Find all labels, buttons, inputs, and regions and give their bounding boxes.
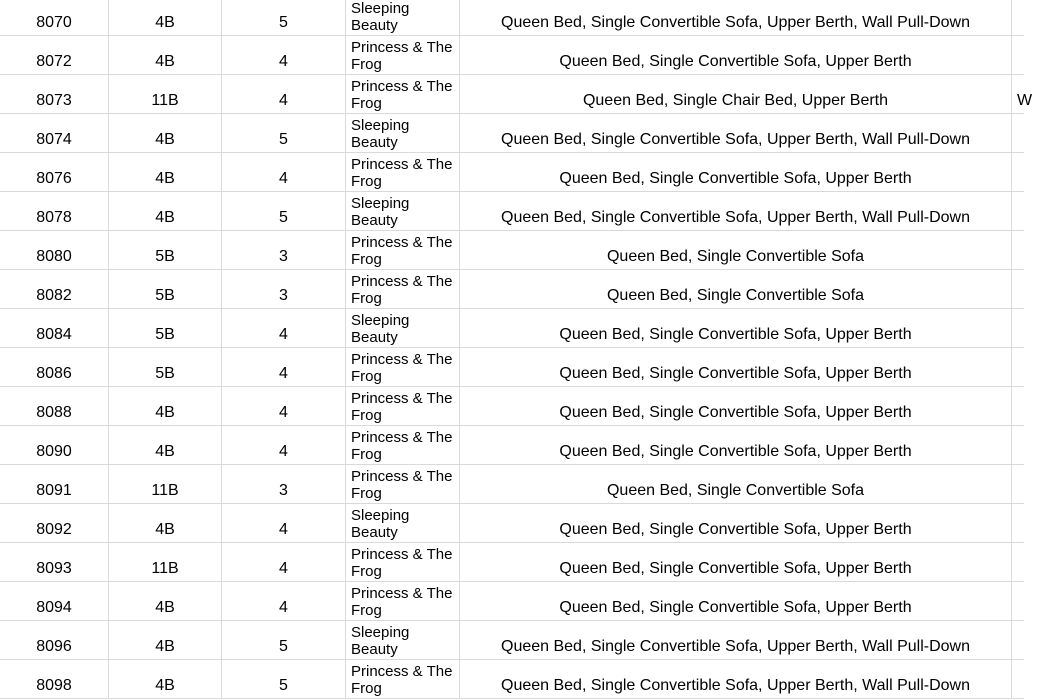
bed-configuration-cell[interactable]: Queen Bed, Single Convertible Sofa, Upper Berth bbox=[460, 426, 1012, 465]
table-row bbox=[0, 660, 1024, 699]
occupancy-cell[interactable]: 3 bbox=[222, 465, 346, 504]
room-number-cell[interactable]: 8070 bbox=[0, 0, 109, 36]
overflow-cell[interactable] bbox=[1012, 114, 1052, 153]
occupancy-cell[interactable]: 5 bbox=[222, 0, 346, 36]
room-number-cell[interactable]: 8093 bbox=[0, 543, 109, 582]
category-cell[interactable]: 11B bbox=[109, 465, 222, 504]
bed-configuration-cell[interactable]: Queen Bed, Single Convertible Sofa, Upper Berth bbox=[460, 36, 1012, 75]
overflow-cell[interactable] bbox=[1012, 582, 1052, 621]
bed-configuration-cell[interactable]: Queen Bed, Single Convertible Sofa, Upper Berth bbox=[460, 543, 1012, 582]
bed-configuration-cell[interactable]: Queen Bed, Single Convertible Sofa, Upper Berth bbox=[460, 582, 1012, 621]
occupancy-cell[interactable]: 4 bbox=[222, 36, 346, 75]
table-row bbox=[0, 387, 1024, 426]
table-row bbox=[0, 465, 1024, 504]
room-number-cell[interactable]: 8082 bbox=[0, 270, 109, 309]
bed-configuration-cell[interactable]: Queen Bed, Single Convertible Sofa, Upper Berth bbox=[460, 153, 1012, 192]
table-row bbox=[0, 36, 1024, 75]
theme-cell[interactable]: Princess & The Frog bbox=[346, 153, 460, 192]
room-number-cell[interactable]: 8088 bbox=[0, 387, 109, 426]
bed-configuration-cell[interactable]: Queen Bed, Single Convertible Sofa, Upper Berth, Wall Pull-Down bbox=[460, 621, 1012, 660]
category-cell[interactable]: 5B bbox=[109, 231, 222, 270]
table-row bbox=[0, 153, 1024, 192]
occupancy-cell[interactable]: 4 bbox=[222, 504, 346, 543]
room-number-cell[interactable]: 8084 bbox=[0, 309, 109, 348]
theme-cell[interactable]: Princess & The Frog bbox=[346, 660, 460, 699]
category-cell[interactable]: 4B bbox=[109, 582, 222, 621]
room-number-cell[interactable]: 8073 bbox=[0, 75, 109, 114]
table-row bbox=[0, 114, 1024, 153]
occupancy-cell[interactable]: 4 bbox=[222, 543, 346, 582]
occupancy-cell[interactable]: 5 bbox=[222, 621, 346, 660]
overflow-cell[interactable] bbox=[1012, 153, 1052, 192]
bed-configuration-cell[interactable]: Queen Bed, Single Convertible Sofa, Upper Berth, Wall Pull-Down bbox=[460, 0, 1012, 36]
category-cell[interactable]: 4B bbox=[109, 36, 222, 75]
room-number-cell[interactable]: 8072 bbox=[0, 36, 109, 75]
bed-configuration-cell[interactable]: Queen Bed, Single Convertible Sofa, Upper Berth bbox=[460, 387, 1012, 426]
bed-configuration-cell[interactable]: Queen Bed, Single Convertible Sofa bbox=[460, 231, 1012, 270]
theme-cell[interactable]: Sleeping Beauty bbox=[346, 309, 460, 348]
bed-configuration-cell[interactable]: Queen Bed, Single Convertible Sofa bbox=[460, 270, 1012, 309]
room-number-cell[interactable]: 8094 bbox=[0, 582, 109, 621]
occupancy-cell[interactable]: 4 bbox=[222, 75, 346, 114]
bed-configuration-cell[interactable]: Queen Bed, Single Convertible Sofa, Upper Berth, Wall Pull-Down bbox=[460, 660, 1012, 699]
room-number-cell[interactable]: 8090 bbox=[0, 426, 109, 465]
room-number-cell[interactable]: 8098 bbox=[0, 660, 109, 699]
overflow-cell[interactable] bbox=[1012, 231, 1052, 270]
category-cell[interactable]: 4B bbox=[109, 621, 222, 660]
bed-configuration-cell[interactable]: Queen Bed, Single Convertible Sofa, Upper Berth bbox=[460, 309, 1012, 348]
occupancy-cell[interactable]: 4 bbox=[222, 309, 346, 348]
bed-configuration-cell[interactable]: Queen Bed, Single Convertible Sofa bbox=[460, 465, 1012, 504]
overflow-cell[interactable]: W bbox=[1017, 92, 1033, 109]
occupancy-cell[interactable]: 3 bbox=[222, 270, 346, 309]
category-cell[interactable]: 11B bbox=[109, 543, 222, 582]
category-cell[interactable]: 4B bbox=[109, 114, 222, 153]
table-row bbox=[0, 621, 1024, 660]
overflow-cell[interactable] bbox=[1012, 621, 1052, 660]
category-cell[interactable]: 4B bbox=[109, 426, 222, 465]
bed-configuration-cell[interactable]: Queen Bed, Single Convertible Sofa, Upper Berth bbox=[460, 348, 1012, 387]
bed-configuration-cell[interactable]: Queen Bed, Single Convertible Sofa, Upper Berth bbox=[460, 504, 1012, 543]
bed-configuration-cell[interactable]: Queen Bed, Single Convertible Sofa, Upper Berth, Wall Pull-Down bbox=[460, 192, 1012, 231]
table-row bbox=[0, 504, 1024, 543]
occupancy-cell[interactable]: 5 bbox=[222, 192, 346, 231]
theme-cell[interactable]: Princess & The Frog bbox=[346, 231, 460, 270]
room-number-cell[interactable]: 8092 bbox=[0, 504, 109, 543]
table-row bbox=[0, 348, 1024, 387]
theme-cell[interactable]: Sleeping Beauty bbox=[346, 192, 460, 231]
category-cell[interactable]: 4B bbox=[109, 387, 222, 426]
occupancy-cell[interactable]: 4 bbox=[222, 348, 346, 387]
category-cell[interactable]: 5B bbox=[109, 270, 222, 309]
occupancy-cell[interactable]: 5 bbox=[222, 660, 346, 699]
table-row bbox=[0, 309, 1024, 348]
occupancy-cell[interactable]: 4 bbox=[222, 153, 346, 192]
theme-cell[interactable]: Princess & The Frog bbox=[346, 426, 460, 465]
theme-cell[interactable]: Princess & The Frog bbox=[346, 36, 460, 75]
theme-cell[interactable]: Princess & The Frog bbox=[346, 348, 460, 387]
overflow-cell[interactable] bbox=[1012, 504, 1052, 543]
overflow-cell[interactable] bbox=[1012, 660, 1052, 699]
room-number-cell[interactable]: 8078 bbox=[0, 192, 109, 231]
overflow-cell[interactable] bbox=[1012, 36, 1052, 75]
theme-cell[interactable]: Princess & The Frog bbox=[346, 582, 460, 621]
room-number-cell[interactable]: 8074 bbox=[0, 114, 109, 153]
theme-cell[interactable]: Princess & The Frog bbox=[346, 465, 460, 504]
overflow-cell[interactable] bbox=[1012, 387, 1052, 426]
overflow-cell[interactable] bbox=[1012, 309, 1052, 348]
room-number-cell[interactable]: 8086 bbox=[0, 348, 109, 387]
theme-cell[interactable]: Sleeping Beauty bbox=[346, 114, 460, 153]
category-cell[interactable]: 4B bbox=[109, 504, 222, 543]
occupancy-cell[interactable]: 4 bbox=[222, 426, 346, 465]
theme-cell[interactable]: Sleeping Beauty bbox=[346, 621, 460, 660]
category-cell[interactable]: 11B bbox=[109, 75, 222, 114]
category-cell[interactable]: 4B bbox=[109, 0, 222, 36]
table-row bbox=[0, 270, 1024, 309]
overflow-cell[interactable] bbox=[1012, 0, 1052, 36]
occupancy-cell[interactable]: 4 bbox=[222, 582, 346, 621]
table-row bbox=[0, 231, 1024, 270]
table-row bbox=[0, 426, 1024, 465]
table-row bbox=[0, 543, 1024, 582]
theme-cell[interactable]: Sleeping Beauty bbox=[346, 0, 460, 36]
category-cell[interactable]: 5B bbox=[109, 348, 222, 387]
table-row bbox=[0, 582, 1024, 621]
overflow-cell[interactable] bbox=[1012, 543, 1052, 582]
occupancy-cell[interactable]: 5 bbox=[222, 114, 346, 153]
category-cell[interactable]: 4B bbox=[109, 192, 222, 231]
room-number-cell[interactable]: 8080 bbox=[0, 231, 109, 270]
theme-cell[interactable]: Princess & The Frog bbox=[346, 543, 460, 582]
overflow-cell[interactable] bbox=[1012, 465, 1052, 504]
room-number-cell[interactable]: 8076 bbox=[0, 153, 109, 192]
overflow-cell[interactable] bbox=[1012, 426, 1052, 465]
bed-configuration-cell[interactable]: Queen Bed, Single Chair Bed, Upper Berth bbox=[460, 75, 1012, 114]
overflow-cell[interactable] bbox=[1012, 192, 1052, 231]
theme-cell[interactable]: Sleeping Beauty bbox=[346, 504, 460, 543]
table-row bbox=[0, 0, 1024, 36]
theme-cell[interactable]: Princess & The Frog bbox=[346, 270, 460, 309]
theme-cell[interactable]: Princess & The Frog bbox=[346, 387, 460, 426]
table-row bbox=[0, 192, 1024, 231]
occupancy-cell[interactable]: 3 bbox=[222, 231, 346, 270]
theme-cell[interactable]: Princess & The Frog bbox=[346, 75, 460, 114]
occupancy-cell[interactable]: 4 bbox=[222, 387, 346, 426]
category-cell[interactable]: 4B bbox=[109, 660, 222, 699]
room-number-cell[interactable]: 8096 bbox=[0, 621, 109, 660]
room-number-cell[interactable]: 8091 bbox=[0, 465, 109, 504]
overflow-cell[interactable] bbox=[1012, 270, 1052, 309]
overflow-cell[interactable] bbox=[1012, 348, 1052, 387]
bed-configuration-cell[interactable]: Queen Bed, Single Convertible Sofa, Upper Berth, Wall Pull-Down bbox=[460, 114, 1012, 153]
table-row bbox=[0, 75, 1033, 114]
category-cell[interactable]: 5B bbox=[109, 309, 222, 348]
category-cell[interactable]: 4B bbox=[109, 153, 222, 192]
